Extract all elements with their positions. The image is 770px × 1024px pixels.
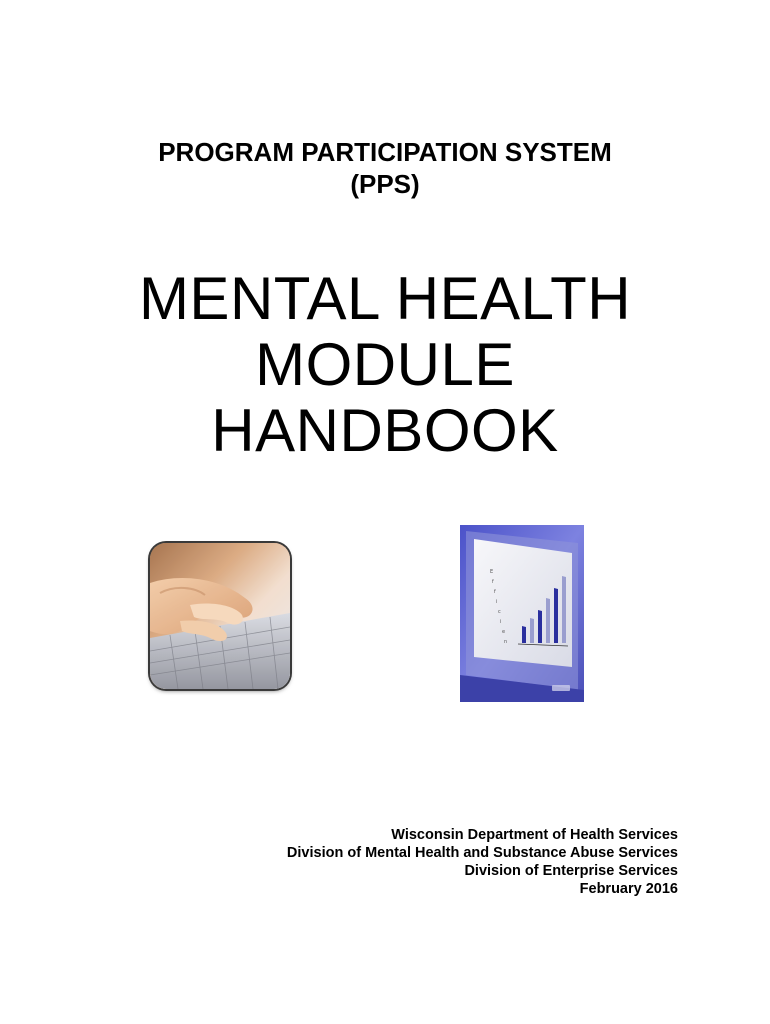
svg-text:e: e [502,629,506,635]
svg-text:f: f [494,589,496,595]
svg-text:i: i [500,619,502,625]
publisher-line-2: Division of Mental Health and Substance Abuse Services [286,845,678,861]
svg-text:c: c [498,609,501,615]
hands-typing-illustration [150,543,290,689]
computer-monitor-illustration [460,525,584,702]
publication-date: February 2016 [579,881,678,897]
hands-typing-photo [150,543,290,689]
svg-text:i: i [496,599,498,605]
system-title-line-1: PROGRAM PARTICIPATION SYSTEM [158,137,612,167]
publisher-line-1: Wisconsin Department of Health Services [391,827,678,843]
handbook-title [0,266,770,464]
svg-text:n: n [504,639,508,645]
system-title [0,136,770,200]
publisher-info [287,826,678,898]
system-title-line-2: (PPS) [350,169,420,199]
svg-text:E: E [490,569,494,575]
publisher-line-3: Division of Enterprise Services [464,863,678,879]
handbook-title-line-1: MENTAL HEALTH [138,265,632,332]
svg-text:f: f [492,579,494,585]
handbook-title-line-2: MODULE [255,331,515,398]
computer-monitor-photo [460,525,584,702]
handbook-title-line-3: HANDBOOK [211,397,559,464]
